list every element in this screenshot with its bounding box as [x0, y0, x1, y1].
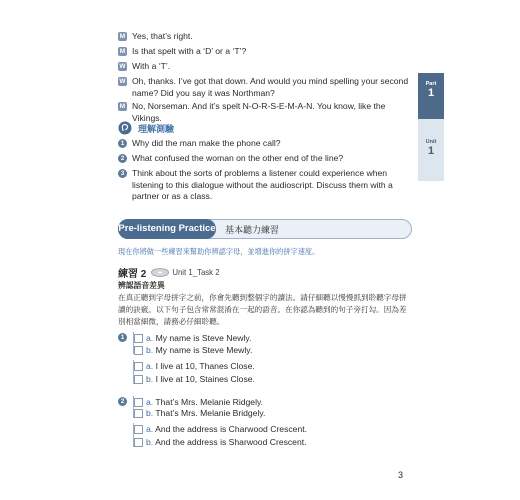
answer-checkbox[interactable] — [134, 409, 143, 418]
practice-title-zh: 基本聽力練習 — [225, 225, 280, 235]
practice-intro: 現在你將做一些練習來幫助你辨認字母，並增進你的拼字速度。 — [118, 247, 320, 256]
option-sentence: That’s Mrs. Melanie Bridgely. — [155, 408, 266, 418]
exercise-header — [118, 265, 220, 280]
practice-title: Pre-listening Practice — [118, 219, 216, 239]
question-item — [118, 153, 417, 165]
unit-label: Unit — [425, 139, 437, 145]
answer-checkbox[interactable] — [134, 438, 143, 447]
part-number: 1 — [427, 87, 435, 99]
option-letter: b. — [146, 374, 154, 384]
dialogue-line — [118, 46, 417, 58]
option-letter: b. — [146, 345, 154, 355]
option-letter: b. — [146, 408, 154, 418]
option-text — [146, 361, 255, 372]
dialogue-text: With a ‘T’. — [132, 61, 171, 71]
dialogue-text: Oh, thanks. I’ve got that down. And would you mind spelling your second name? Did you say it was Northman? — [132, 76, 409, 98]
audio-track-label: Unit 1_Task 2 — [172, 268, 220, 277]
option-sentence: That’s Mrs. Melanie Ridgely. — [155, 397, 264, 407]
option-sentence: My name is Steve Mewly. — [155, 345, 253, 355]
option-sentence: And the address is Sharwood Crescent. — [155, 437, 307, 447]
question-item — [118, 138, 417, 150]
exercise-instructions: 在真正聽到字母拼字之前，你會先聽到整個字的讀法。請仔細聽以慢慢抓到聆聽字母拼讀的訣竅。以下句子包含常常混淆在一起的語音。在你認為聽到的句子旁打勾。因為差別相當細微，請務必仔細聆聽。 — [118, 293, 407, 326]
option-text — [146, 408, 265, 419]
option-sentence: I live at 10, Staines Close. — [155, 374, 255, 384]
unit-tab — [418, 119, 444, 181]
question-text: Think about the sorts of problems a listener could experience when listening to this dialogue without the audioscript. Discuss them with a partner or as a class. — [132, 168, 393, 201]
option-sentence: My name is Steve Newly. — [155, 333, 252, 343]
option-letter: a. — [146, 424, 154, 434]
comprehension-title: 理解測驗 — [138, 123, 175, 134]
option-text — [146, 424, 307, 435]
answer-checkbox[interactable] — [134, 398, 143, 407]
audio-cd-icon[interactable] — [151, 268, 169, 277]
group-number: 2 — [118, 397, 127, 406]
speaker-badge: W — [119, 78, 126, 85]
dialogue-line — [118, 31, 417, 43]
speaker-badge: W — [119, 63, 126, 70]
comprehension-heading — [118, 121, 174, 135]
answer-checkbox[interactable] — [134, 375, 143, 384]
option-sentence: And the address is Charwood Crescent. — [155, 424, 307, 434]
dialogue-text: Yes, that’s right. — [132, 31, 193, 41]
group-number: 1 — [118, 333, 127, 342]
speaker-badge: M — [119, 33, 126, 40]
option-text — [146, 374, 255, 385]
option-text — [146, 437, 307, 448]
question-number: 1 — [118, 139, 127, 148]
page-number: 3 — [398, 470, 404, 480]
question-number: 2 — [118, 154, 127, 163]
dialogue-text: No, Norseman. And it’s spelt N-O-R-S-E-M-A-N. You know, like the Vikings. — [132, 101, 386, 123]
option-letter: a. — [146, 397, 154, 407]
dialogue-text: Is that spelt with a ‘D’ or a ‘T’? — [132, 46, 247, 56]
question-number: 3 — [118, 169, 127, 178]
option-text — [146, 397, 263, 408]
option-text — [146, 345, 252, 356]
question-item — [118, 168, 417, 203]
speaker-badge: M — [119, 48, 126, 55]
ear-icon — [118, 121, 132, 135]
exercise-subtitle: 辨認語音差異 — [118, 281, 165, 290]
dialogue-line — [118, 61, 417, 73]
answer-checkbox[interactable] — [134, 362, 143, 371]
dialogue-line — [118, 76, 417, 99]
question-text: What confused the woman on the other end of the line? — [132, 153, 344, 163]
speaker-badge: M — [119, 103, 126, 110]
option-letter: b. — [146, 437, 154, 447]
answer-checkbox[interactable] — [134, 425, 143, 434]
option-letter: a. — [146, 361, 154, 371]
option-sentence: I live at 10, Thanes Close. — [155, 361, 255, 371]
option-letter: a. — [146, 333, 154, 343]
part-label: Part — [425, 81, 437, 87]
answer-checkbox[interactable] — [134, 334, 143, 343]
question-text: Why did the man make the phone call? — [132, 138, 281, 148]
unit-number: 1 — [427, 145, 435, 157]
option-text — [146, 333, 251, 344]
answer-checkbox[interactable] — [134, 346, 143, 355]
exercise-label: 練習 2 — [118, 269, 147, 280]
